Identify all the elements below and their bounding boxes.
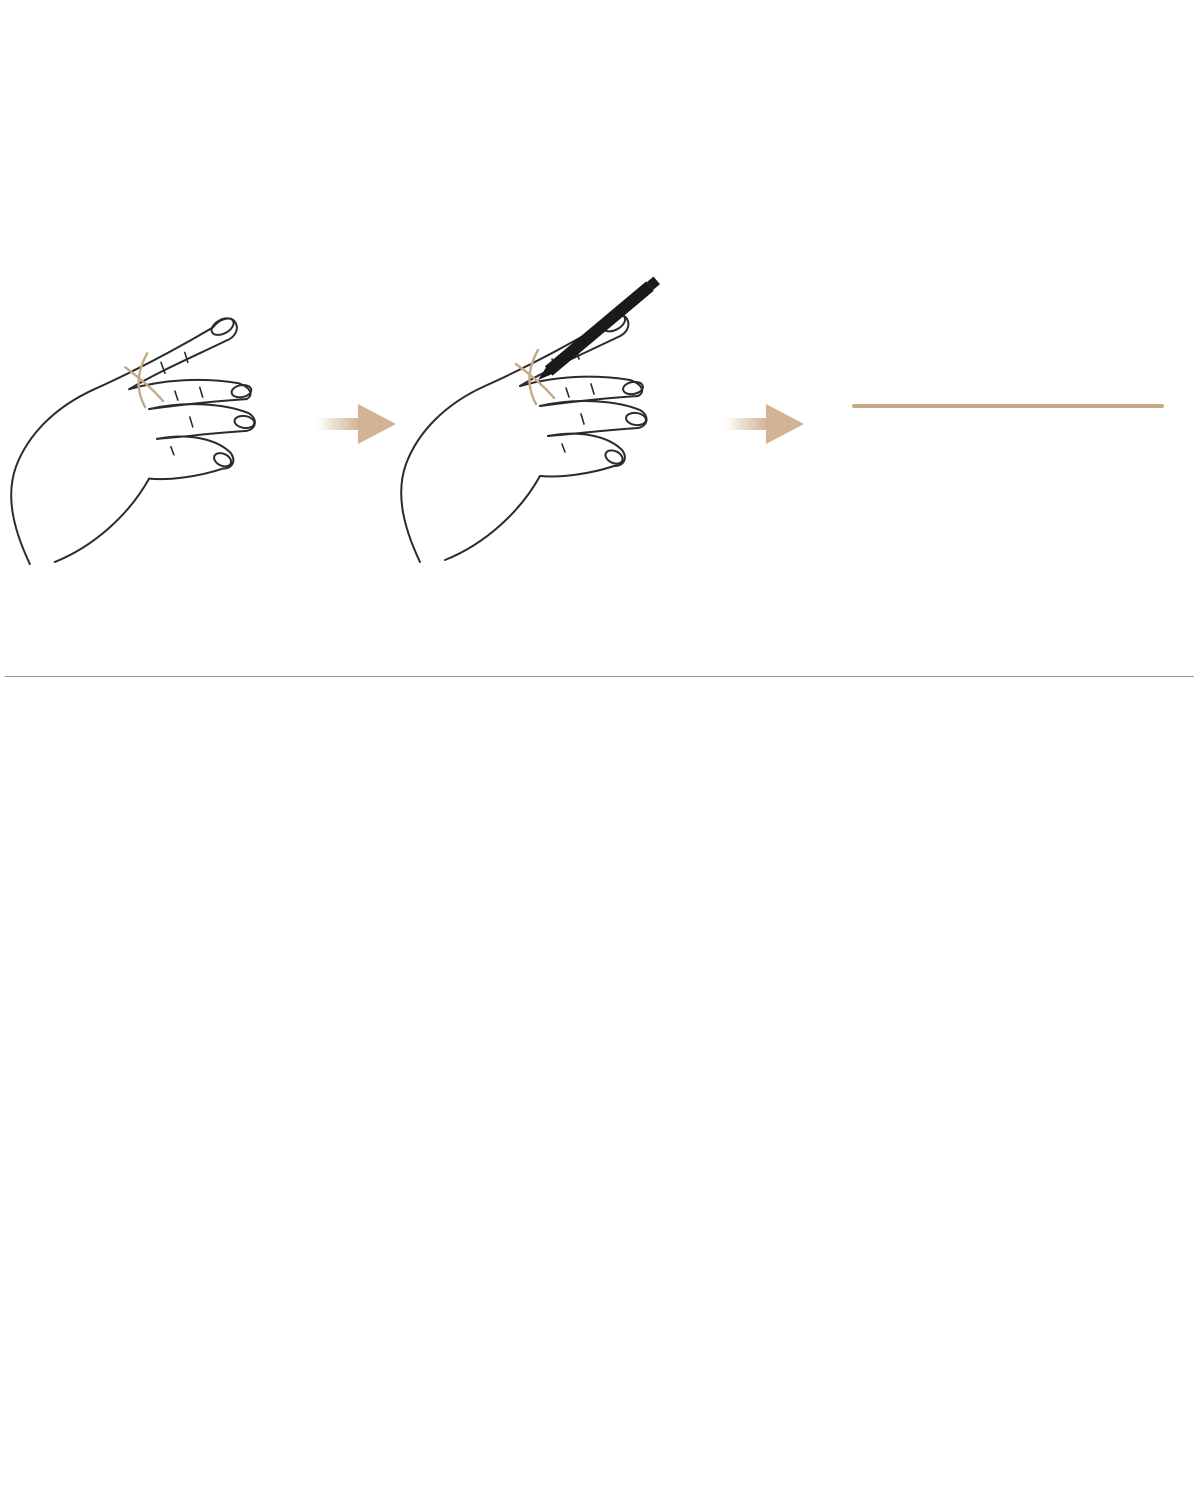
arrow-right-icon: [722, 400, 806, 448]
hand-with-wire-illustration: [0, 268, 318, 566]
ring-size-table: [5, 676, 1194, 677]
ruler-illustration: [850, 398, 1168, 474]
pencil-icon: [534, 276, 660, 385]
hand-with-pencil-illustration: [382, 260, 730, 564]
